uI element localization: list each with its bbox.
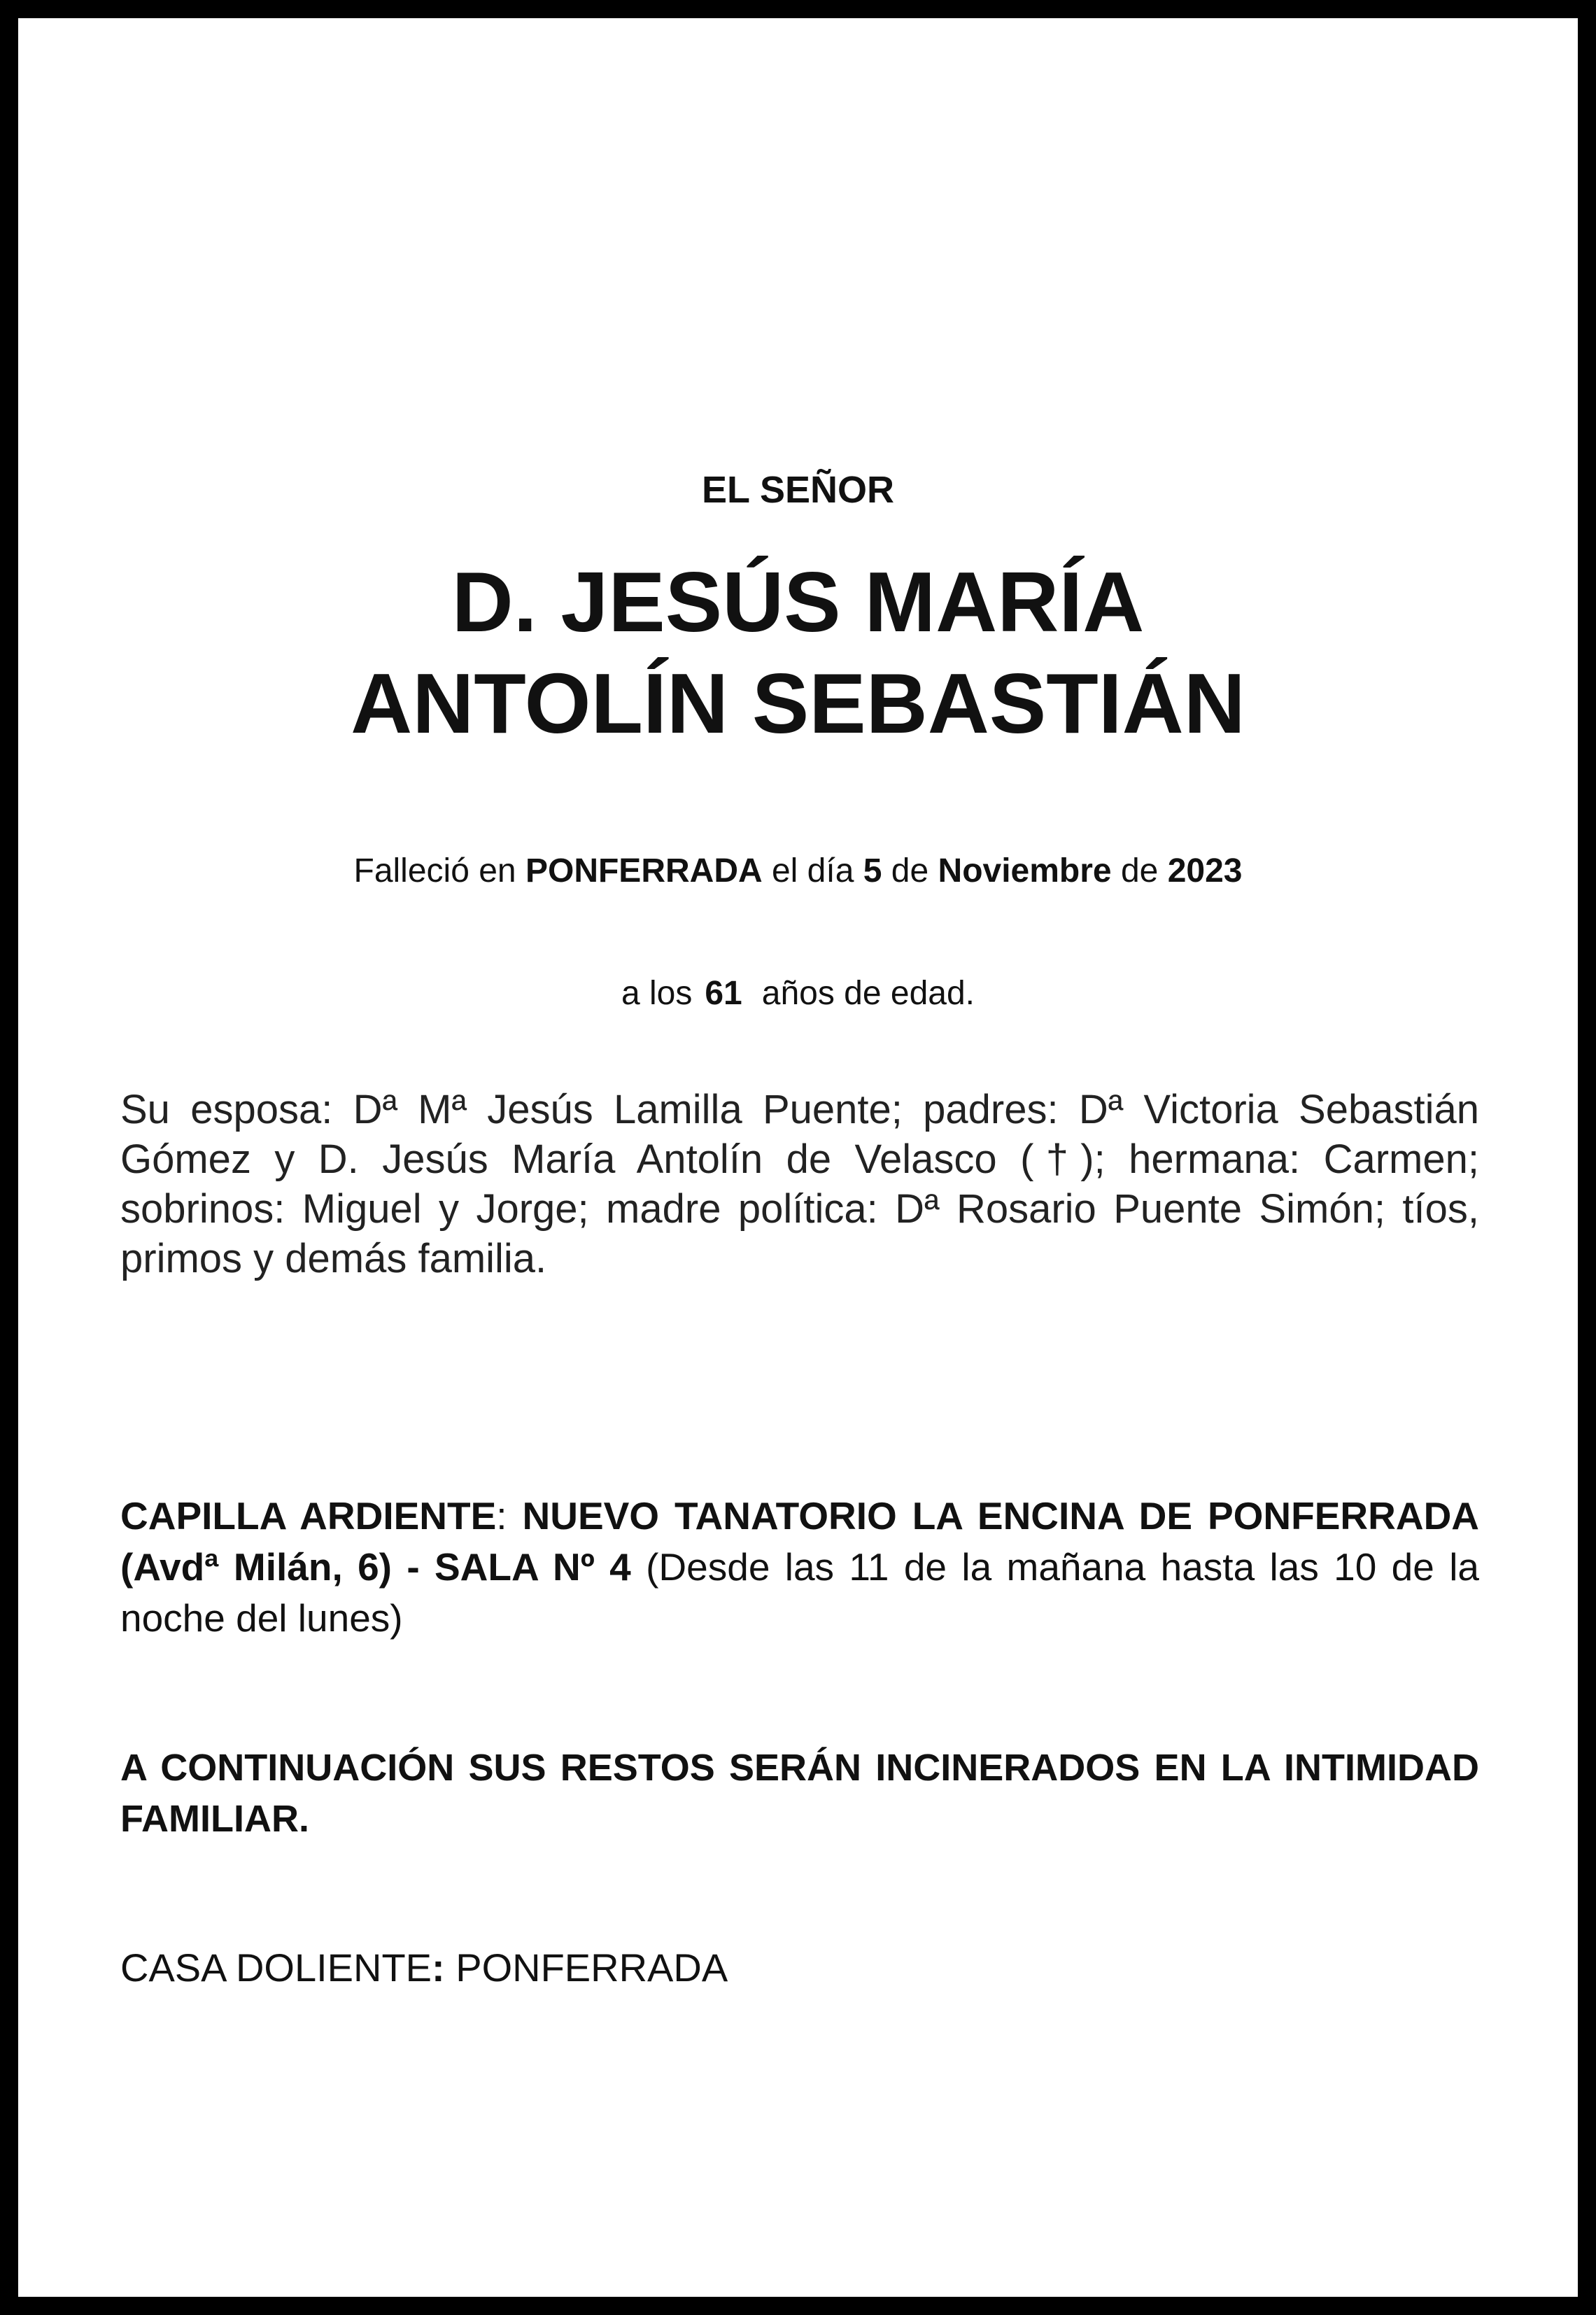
age-suffix: años de edad. [761, 975, 975, 1012]
death-month: Noviembre [938, 852, 1112, 889]
notice-title: EL SEÑOR [701, 469, 895, 511]
death-day: 5 [863, 852, 882, 889]
casa-doliente-line [120, 1942, 1479, 1993]
casa-place: PONFERRADA [456, 1945, 728, 1990]
death-month-text: de [891, 852, 929, 889]
age-years: 61 [705, 975, 742, 1012]
capilla-label: CAPILLA ARDIENTE [120, 1494, 497, 1538]
deceased-name-line-1: D. JESÚS MARÍA [451, 554, 1145, 649]
death-details [0, 847, 1596, 896]
age-details [0, 969, 1596, 1018]
deceased-name-line-2: ANTOLÍN SEBASTIÁN [351, 656, 1245, 751]
capilla-place: NUEVO TANATORIO LA ENCINA DE PONFERRADA (Avdª Milán, 6) - SALA Nº 4 [120, 1494, 1480, 1589]
capilla-separator: : [496, 1494, 507, 1538]
cremation-paragraph: A CONTINUACIÓN SUS RESTOS SERÁN INCINERADOS EN LA INTIMIDAD FAMILIAR. [120, 1747, 1479, 1840]
death-day-text: el día [771, 852, 854, 889]
death-place: PONFERRADA [525, 852, 763, 889]
casa-separator: : [432, 1945, 445, 1990]
family-paragraph: Su esposa: Dª Mª Jesús Lamilla Puente; padres: Dª Victoria Sebastián Gómez y D. Jesús María Antolín de Velasco (†); hermana: Carmen; sobrinos: Miguel y Jorge; madre política: Dª Rosario Puente Simón; tíos, primos y demás familia. [120, 1087, 1479, 1281]
death-year: 2023 [1167, 852, 1243, 889]
casa-label: CASA DOLIENTE [120, 1945, 432, 1990]
death-year-text: de [1120, 852, 1159, 889]
age-prefix: a los [621, 975, 693, 1012]
death-prefix: Falleció en [353, 852, 516, 889]
capilla-ardiente-paragraph [120, 1491, 1479, 1644]
capilla-hours: (Desde las 11 de la mañana hasta las 10 de la noche del lunes) [120, 1545, 1480, 1640]
